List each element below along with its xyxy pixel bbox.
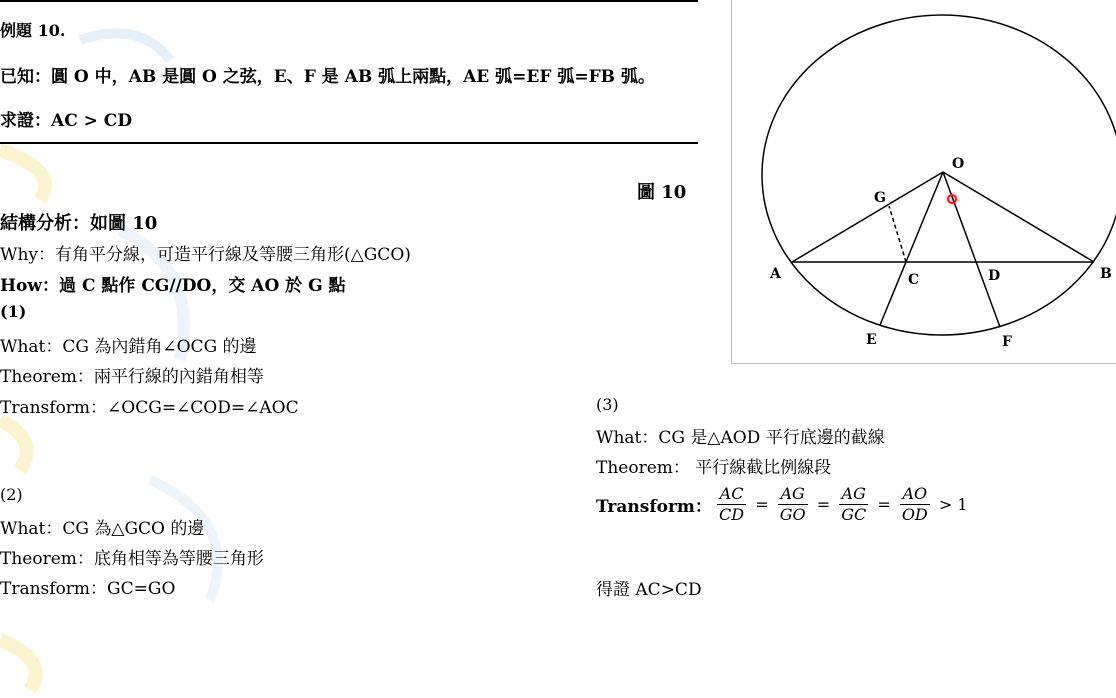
step2-theorem: Theorem：底角相等為等腰三角形	[0, 549, 264, 569]
step1-what: What：CG 為內錯角∠OCG 的邊	[0, 337, 257, 357]
point-label-e: E	[866, 332, 877, 348]
step3-theorem: Theorem： 平行線截比例線段	[596, 458, 832, 478]
point-label-g: G	[874, 190, 886, 206]
point-label-b: B	[1100, 266, 1112, 282]
given-text: 圓 O 中，AB 是圓 O 之弦，E、F 是 AB 弧上兩點，AE 弧=EF 弧=FB 弧。	[51, 67, 655, 87]
fraction-ac-cd: $\frac{AC}{CD}$	[719, 484, 745, 524]
segment-ao	[792, 172, 943, 262]
step2-what: What：CG 為△GCO 的邊	[0, 519, 205, 539]
step1-theorem: Theorem：兩平行線的內錯角相等	[0, 367, 264, 387]
segment-oe	[880, 172, 943, 325]
point-label-o: O	[952, 156, 965, 172]
step2-transform: Transform：GC=GO	[0, 579, 176, 599]
fraction-ao-od: $\frac{AO}{OD}$	[901, 484, 928, 524]
prove-prefix: 求證：	[0, 111, 51, 131]
step3-transform	[596, 484, 972, 525]
figure-panel	[731, 0, 1116, 364]
step1-transform: Transform：∠OCG=∠COD=∠AOC	[0, 398, 299, 418]
example-title: 例題 10.	[0, 21, 66, 40]
transform-prefix: Transform：	[596, 497, 712, 517]
point-label-d: D	[988, 268, 1001, 284]
equals-sign: =	[755, 495, 769, 514]
point-label-c: C	[908, 272, 920, 288]
step2-label: (2)	[0, 485, 23, 504]
analysis-how: How：過 C 點作 CG//DO，交 AO 於 G 點	[0, 276, 346, 296]
equals-sign: =	[877, 495, 891, 514]
fraction-ag-go: $\frac{AG}{GO}$	[779, 484, 806, 524]
analysis-why: Why：有角平分線，可造平行線及等腰三角形(△GCO)	[0, 245, 411, 265]
segment-cg-dashed	[889, 206, 906, 262]
conclusion: 得證 AC>CD	[596, 580, 702, 600]
step1-label: (1)	[0, 302, 27, 321]
step3-label: (3)	[596, 395, 619, 414]
equals-sign: =	[816, 495, 831, 514]
circle-diagram	[732, 0, 1116, 363]
header-bottom-rule	[0, 142, 698, 144]
fraction-ag-gc: $\frac{AG}{GC}$	[841, 484, 867, 524]
point-label-f: F	[1002, 334, 1012, 350]
given-prefix: 已知：	[0, 67, 51, 87]
greater-than-one: > 1	[938, 495, 968, 514]
figure-label: 圖 10	[637, 182, 687, 203]
top-rule	[0, 0, 698, 2]
analysis-heading: 結構分析：如圖 10	[0, 213, 158, 234]
segment-ob	[943, 172, 1094, 262]
prove-text: AC > CD	[51, 111, 133, 131]
step3-what: What：CG 是△AOD 平行底邊的截線	[596, 428, 885, 448]
given-statement	[0, 62, 655, 87]
point-label-a: A	[770, 266, 781, 282]
prove-statement	[0, 106, 132, 131]
